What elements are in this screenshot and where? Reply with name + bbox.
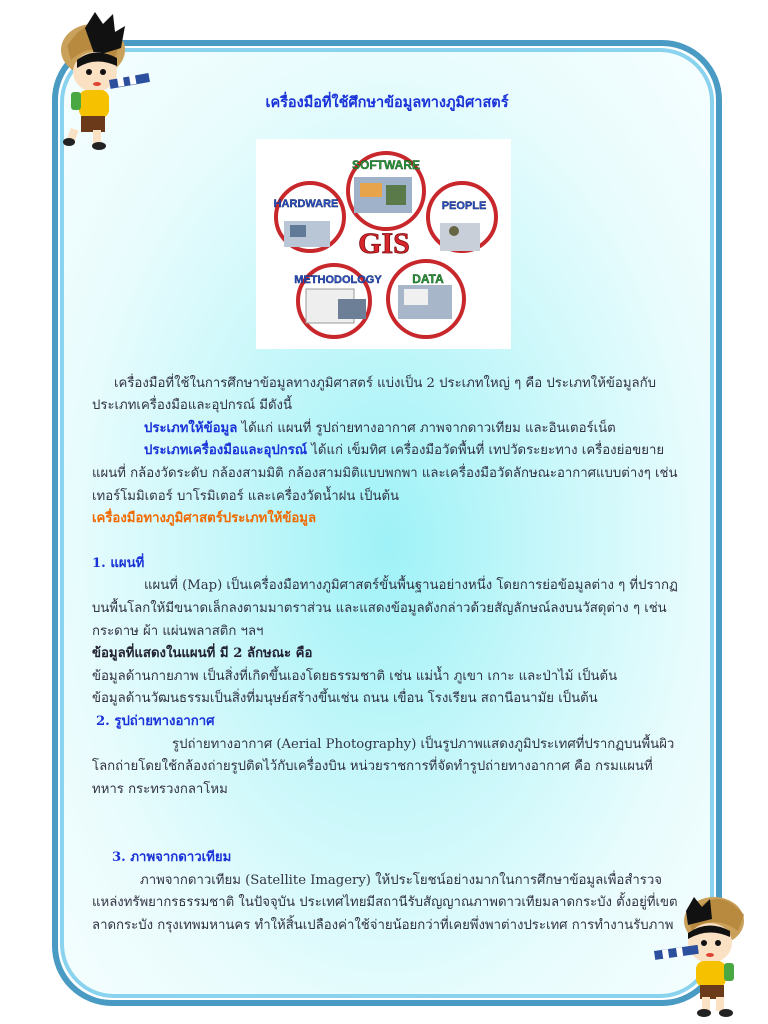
satellite-heading: 3. ภาพจากดาวเทียม xyxy=(112,850,232,866)
type2-paragraph xyxy=(92,440,682,508)
gis-label-software: SOFTWARE xyxy=(352,157,420,172)
map-paragraph: แผนที่ (Map) เป็นเครื่องมือทางภูมิศาสตร์ขั้นพื้นฐานอย่างหนึ่ง โดยการย่อข้อมูลต่าง ๆ ที่ปรากฏบนพื้นโลกให้มีขนาดเล็กลงตามมาตราส่วน และแสดงข้อมูลดังกล่าวด้วยสัญลักษณ์ลงบนวัสดุต่าง ๆ เช่น กระดาษ ผ้า แผ่นพลาสติก ฯลฯ xyxy=(92,578,678,639)
intro-paragraph: เครื่องมือที่ใช้ในการศึกษาข้อมูลทางภูมิศาสตร์ แบ่งเป็น 2 ประเภทใหญ่ ๆ คือ ประเภทให้ข้อมูลกับประเภทเครื่องมือและอุปกรณ์ มีดังนี้ xyxy=(92,375,656,414)
map-subheading: ข้อมูลที่แสดงในแผนที่ มี 2 ลักษณะ คือ xyxy=(92,646,313,662)
gis-center-label: GIS xyxy=(358,226,410,260)
gis-label-methodology: METHODOLOGY xyxy=(294,273,382,286)
gis-diagram xyxy=(256,139,511,349)
gis-label-hardware: HARDWARE xyxy=(273,197,339,210)
type2-text: ได้แก่ เข็มทิศ เครื่องมือวัดพื้นที่ เทปวัดระยะทาง เครื่องย่อขยายแผนที่ กล้องวัดระดับ กล้องสามมิติ กล้องสามมิติแบบพกพา และเครื่องมือวัดลักษณะอากาศแบบต่างๆ เช่น เทอร์โมมิเตอร์ บาโรมิเตอร์ และเครื่องวัดน้ำฝน เป็นต้น xyxy=(92,443,678,504)
type1-text: ได้แก่ แผนที่ รูปถ่ายทางอากาศ ภาพจากดาวเทียม และอินเตอร์เน็ต xyxy=(237,420,616,436)
aerial-paragraph: รูปถ่ายทางอากาศ (Aerial Photography) เป็นรูปภาพแสดงภูมิประเทศที่ปรากฏบนพื้นผิวโลกถ่ายโดยใช้กล้องถ่ายรูปติดไว้กับเครื่องบิน หน่วยราชการที่จัดทำรูปถ่ายทางอากาศ คือ กรมแผนที่ทหาร กระทรวงกลาโหม xyxy=(92,736,675,797)
map-heading: 1. แผนที่ xyxy=(92,555,145,571)
gis-components-figure xyxy=(256,139,511,349)
satellite-paragraph: ภาพจากดาวเทียม (Satellite Imagery) ให้ประโยชน์อย่างมากในการศึกษาข้อมูลเพื่อสำรวจแหล่งทรัพยากรธรรมชาติ ในปัจจุบัน ประเทศไทยมีสถานีรับสัญญาณภาพดาวเทียมลาดกระบัง ตั้งอยู่ที่เขตลาดกระบัง กรุงเทพมหานคร ทำให้สิ้นเปลืองค่าใช้จ่ายน้อยกว่าที่เคยพึ่งพาต่างประเทศ การทำงานรับภาพ xyxy=(92,872,678,934)
type2-label: ประเภทเครื่องมือและอุปกรณ์ xyxy=(144,443,308,459)
aerial-heading: 2. รูปถ่ายทางอากาศ xyxy=(96,713,215,729)
document-title: เครื่องมือที่ใช้ศึกษาข้อมูลทางภูมิศาสตร์ xyxy=(265,94,509,111)
type1-paragraph xyxy=(92,418,682,441)
map-cultural-line: ข้อมูลด้านวัฒนธรรมเป็นสิ่งที่มนุษย์สร้างขึ้นเช่น ถนน เขื่อน โรงเรียน สถานีอนามัย เป็นต้น xyxy=(92,691,598,707)
gis-label-people: PEOPLE xyxy=(441,199,487,212)
gis-label-data: DATA xyxy=(412,271,444,286)
type1-label: ประเภทให้ข้อมูล xyxy=(144,420,238,436)
map-physical-line: ข้อมูลด้านกายภาพ เป็นสิ่งที่เกิดขึ้นเองโดยธรรมชาติ เช่น แม่น้ำ ภูเขา เกาะ และป่าไม้ เป็นต้น xyxy=(92,668,618,684)
section-heading: เครื่องมือทางภูมิศาสตร์ประเภทให้ข้อมูล xyxy=(92,511,317,527)
document-content xyxy=(92,50,682,938)
